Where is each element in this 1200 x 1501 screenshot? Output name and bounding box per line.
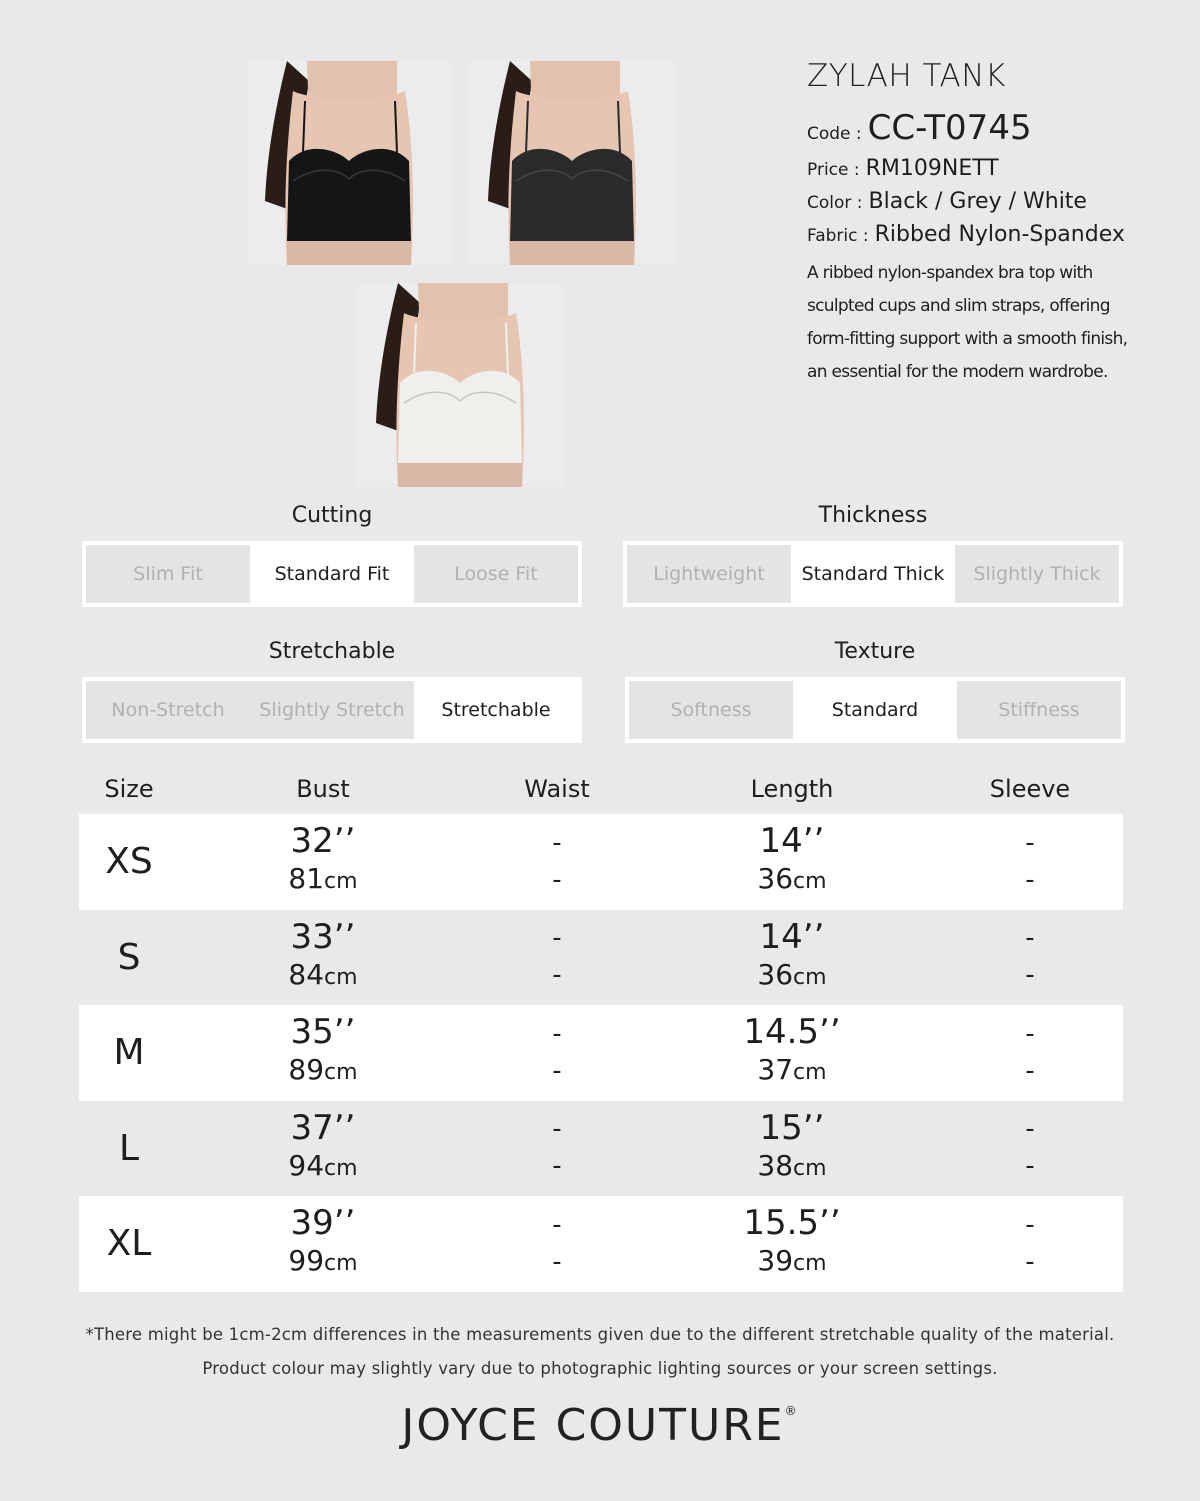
size-label: S — [117, 936, 141, 978]
length-inches: 15.5’’ — [743, 1203, 841, 1244]
cm-unit: cm — [324, 869, 358, 895]
fabric-row — [807, 222, 1147, 247]
thickness-title: Thickness — [818, 503, 928, 528]
sleeve-inches: - — [1025, 1209, 1035, 1240]
waist-inches: - — [552, 1114, 562, 1145]
waist-inches: - — [552, 1018, 562, 1049]
length-inches: 14’’ — [759, 821, 825, 862]
product-fabric: Ribbed Nylon-Spandex — [874, 222, 1125, 247]
disclaimer-notes — [0, 1318, 1200, 1386]
bust-cm — [288, 1242, 357, 1282]
thickness-option-lightweight: Lightweight — [653, 563, 765, 585]
thickness-option-standard-thick: Standard Thick — [791, 545, 955, 603]
header-size: Size — [104, 775, 154, 803]
sleeve-cell — [937, 825, 1123, 899]
cm-unit: cm — [324, 964, 358, 990]
size-chart-header — [79, 775, 1123, 811]
bust-inches: 37’’ — [290, 1107, 356, 1148]
waist-cm — [552, 957, 561, 994]
product-code: CC-T0745 — [867, 108, 1032, 148]
cutting-title: Cutting — [291, 503, 373, 528]
product-price: RM109NETT — [865, 156, 999, 181]
code-label: Code : — [807, 124, 862, 144]
length-cell — [647, 823, 937, 900]
brand-name: JOYCE COUTURE — [401, 1400, 785, 1451]
waist-cell — [467, 1016, 647, 1090]
waist-cm-value: - — [552, 1055, 562, 1086]
waist-cm — [552, 1148, 561, 1185]
bust-cm — [288, 860, 357, 900]
colour-note: Product colour may slightly vary due to photographic lighting sources or your screen settings. — [202, 1359, 998, 1378]
waist-inches: - — [552, 923, 562, 954]
product-color: Black / Grey / White — [868, 189, 1087, 214]
price-row — [807, 156, 1147, 181]
length-cm-value: 38 — [757, 1148, 794, 1182]
waist-inches: - — [552, 1209, 562, 1240]
waist-inches: - — [552, 827, 562, 858]
header-waist: Waist — [524, 775, 590, 803]
cm-unit: cm — [324, 1251, 358, 1277]
waist-cm-value: - — [552, 864, 562, 895]
header-sleeve: Sleeve — [989, 775, 1071, 803]
length-cm-value: 37 — [757, 1053, 794, 1087]
length-cm-value: 36 — [757, 957, 794, 991]
bust-cm-value: 99 — [288, 1244, 325, 1278]
sleeve-inches: - — [1025, 923, 1035, 954]
sleeve-cm — [1025, 862, 1034, 899]
sleeve-cm-value: - — [1025, 864, 1035, 895]
texture-option-softness: Softness — [670, 699, 752, 721]
waist-cm-value: - — [552, 1246, 562, 1277]
price-label: Price : — [807, 160, 860, 180]
size-chart-body — [79, 814, 1123, 1292]
cutting-attribute — [82, 501, 582, 607]
stretch-option-stretchable: Stretchable — [414, 681, 578, 739]
sleeve-inches: - — [1025, 827, 1035, 858]
size-row-m — [79, 1005, 1123, 1101]
sleeve-cell — [937, 1207, 1123, 1281]
size-row-xl — [79, 1196, 1123, 1292]
length-cm — [757, 1242, 826, 1282]
size-row-xs — [79, 814, 1123, 910]
sleeve-inches: - — [1025, 1018, 1035, 1049]
size-label: XL — [106, 1223, 152, 1265]
waist-cm-value: - — [552, 1151, 562, 1182]
bust-cm — [288, 1051, 357, 1091]
bust-cm — [288, 956, 357, 996]
waist-cell — [467, 1111, 647, 1185]
cm-unit: cm — [793, 1060, 827, 1086]
black-variant-photo — [247, 61, 451, 265]
length-cell — [647, 1107, 937, 1187]
bust-inches: 39’’ — [290, 1203, 356, 1244]
brand-logo — [0, 1400, 1200, 1451]
sleeve-cm-value: - — [1025, 1246, 1035, 1277]
stretchable-options — [82, 677, 582, 743]
bust-cm-value: 84 — [288, 957, 325, 991]
cm-unit: cm — [793, 869, 827, 895]
bust-inches: 35’’ — [290, 1012, 356, 1053]
texture-title: Texture — [834, 639, 916, 664]
bust-cell — [179, 1014, 467, 1091]
product-description: A ribbed nylon-spandex bra top with sculpted cups and slim straps, offering form-fitting support with a smooth finish, an essential for the modern wardrobe. — [807, 263, 1128, 382]
header-length: Length — [750, 775, 834, 803]
size-label: XS — [105, 841, 153, 883]
sleeve-cm-value: - — [1025, 960, 1035, 991]
sleeve-cell — [937, 920, 1123, 994]
texture-options — [625, 677, 1125, 743]
texture-option-stiffness: Stiffness — [998, 699, 1080, 721]
cm-unit: cm — [324, 1060, 358, 1086]
size-label: M — [113, 1032, 145, 1074]
size-label: L — [118, 1127, 140, 1169]
sleeve-cm-value: - — [1025, 1151, 1035, 1182]
stretchable-attribute — [82, 637, 582, 743]
length-inches: 14’’ — [759, 916, 825, 957]
length-cm — [757, 1147, 826, 1187]
thickness-options — [623, 541, 1123, 607]
waist-cell — [467, 920, 647, 994]
waist-cell — [467, 1207, 647, 1281]
bust-cell — [179, 916, 467, 996]
length-cm — [757, 1051, 826, 1091]
sleeve-cm — [1025, 957, 1034, 994]
length-cm — [757, 956, 826, 996]
grey-variant-photo — [470, 61, 674, 265]
sleeve-cm — [1025, 1244, 1034, 1281]
bust-cm-value: 89 — [288, 1053, 325, 1087]
bust-inches: 32’’ — [290, 821, 356, 862]
cutting-options — [82, 541, 582, 607]
product-info — [807, 58, 1147, 389]
bust-cell — [179, 823, 467, 900]
sleeve-inches: - — [1025, 1114, 1035, 1145]
length-cell — [647, 916, 937, 996]
sleeve-cm — [1025, 1148, 1034, 1185]
cm-unit: cm — [793, 964, 827, 990]
color-row — [807, 189, 1147, 214]
registered-mark: ® — [784, 1404, 799, 1418]
size-row-s — [79, 910, 1123, 1006]
stretch-option-slightly-stretch: Slightly Stretch — [259, 699, 405, 721]
texture-option-standard: Standard — [793, 681, 957, 739]
size-row-l — [79, 1101, 1123, 1197]
product-name: ZYLAH TANK — [807, 58, 1006, 94]
thickness-attribute — [623, 501, 1123, 607]
cutting-option-loose-fit: Loose Fit — [454, 563, 538, 585]
cm-unit: cm — [793, 1251, 827, 1277]
length-inches: 14.5’’ — [743, 1012, 841, 1053]
length-cm — [757, 860, 826, 900]
length-cell — [647, 1205, 937, 1282]
waist-cm-value: - — [552, 960, 562, 991]
sleeve-cm — [1025, 1053, 1034, 1090]
color-label: Color : — [807, 193, 863, 213]
bust-cm-value: 94 — [288, 1148, 325, 1182]
bust-cell — [179, 1205, 467, 1282]
bust-cell — [179, 1107, 467, 1187]
fabric-label: Fabric : — [807, 226, 869, 246]
sleeve-cm-value: - — [1025, 1055, 1035, 1086]
sleeve-cell — [937, 1016, 1123, 1090]
texture-attribute — [625, 637, 1125, 743]
white-variant-photo — [358, 283, 562, 487]
waist-cm — [552, 862, 561, 899]
waist-cm — [552, 1244, 561, 1281]
cutting-option-slim-fit: Slim Fit — [133, 563, 203, 585]
header-bust: Bust — [296, 775, 350, 803]
cm-unit: cm — [324, 1155, 358, 1181]
cutting-option-standard-fit: Standard Fit — [250, 545, 414, 603]
thickness-option-slightly-thick: Slightly Thick — [973, 563, 1101, 585]
stretchable-title: Stretchable — [268, 639, 396, 664]
bust-cm — [288, 1147, 357, 1187]
length-cm-value: 36 — [757, 862, 794, 896]
waist-cell — [467, 825, 647, 899]
stretch-option-non-stretch: Non-Stretch — [111, 699, 225, 721]
bust-inches: 33’’ — [290, 916, 356, 957]
sleeve-cell — [937, 1111, 1123, 1185]
code-row — [807, 108, 1147, 148]
length-cm-value: 39 — [757, 1244, 794, 1278]
bust-cm-value: 81 — [288, 862, 325, 896]
length-inches: 15’’ — [759, 1107, 825, 1148]
measurement-note: *There might be 1cm-2cm differences in the measurements given due to the different stretchable quality of the material. — [85, 1325, 1115, 1344]
cm-unit: cm — [793, 1155, 827, 1181]
length-cell — [647, 1014, 937, 1091]
waist-cm — [552, 1053, 561, 1090]
